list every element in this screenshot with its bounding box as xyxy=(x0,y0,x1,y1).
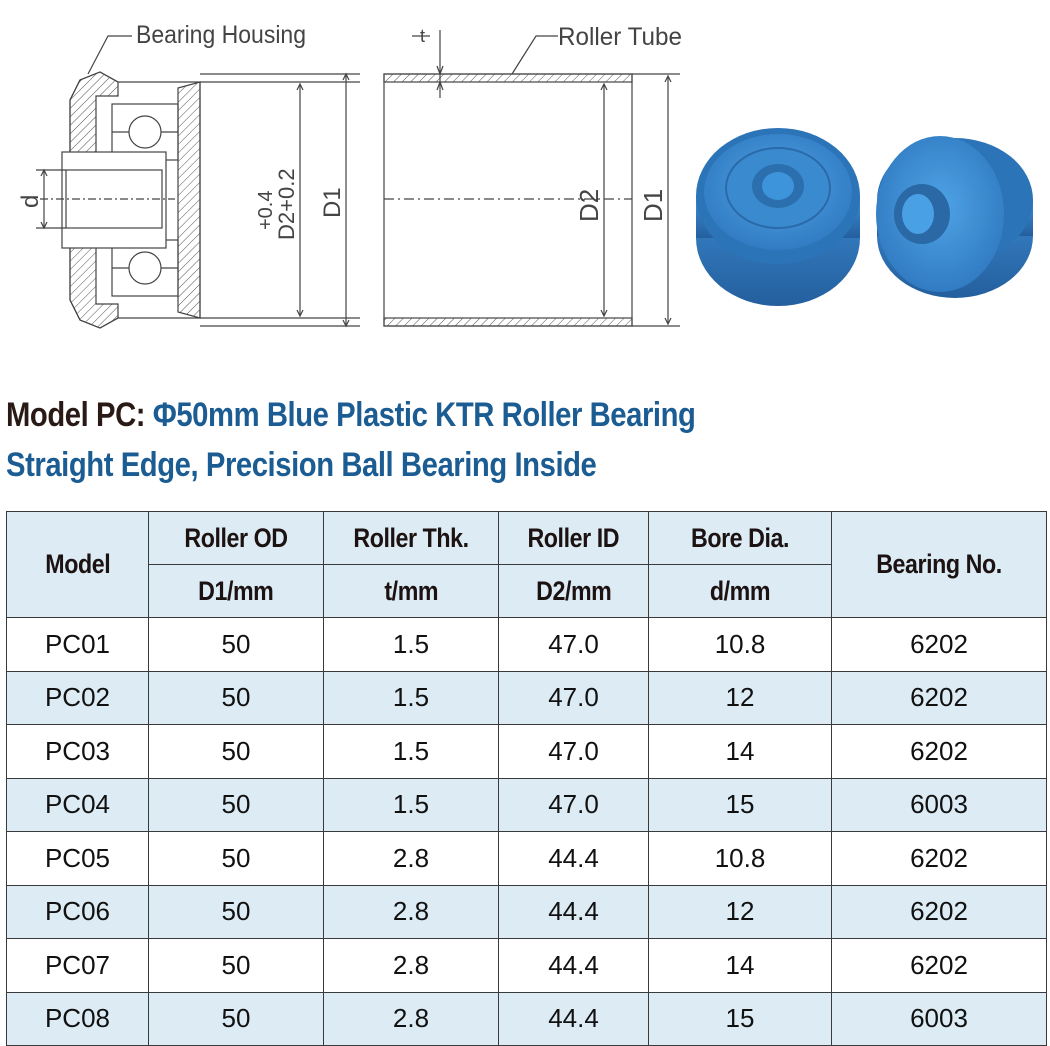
cell-bearing: 6202 xyxy=(832,725,1047,779)
bore-dim-label: d xyxy=(17,194,44,208)
cell-model: PC05 xyxy=(7,832,149,886)
id-dim-label-right: D2 xyxy=(574,188,604,222)
cell-od: 50 xyxy=(149,778,324,832)
cell-od: 50 xyxy=(149,939,324,993)
tube-label: Roller Tube xyxy=(558,23,682,51)
cell-id: 47.0 xyxy=(499,618,649,672)
cell-bore: 15 xyxy=(649,778,832,832)
cell-bore: 15 xyxy=(649,992,832,1046)
table-row xyxy=(7,778,1047,832)
cell-thk: 1.5 xyxy=(324,778,499,832)
spec-table xyxy=(6,511,1047,1046)
table-row xyxy=(7,939,1047,993)
cell-bore: 14 xyxy=(649,939,832,993)
od-dim-label-right: D1 xyxy=(638,188,668,222)
header-bore: Bore Dia. xyxy=(649,512,832,565)
housing-label: Bearing Housing xyxy=(136,21,306,49)
cell-thk: 1.5 xyxy=(324,618,499,672)
cell-od: 50 xyxy=(149,832,324,886)
cell-bearing: 6003 xyxy=(832,778,1047,832)
table-row xyxy=(7,992,1047,1046)
cell-bore: 10.8 xyxy=(649,832,832,886)
table-row xyxy=(7,832,1047,886)
header-roller-thk-unit: t/mm xyxy=(324,565,499,618)
cell-bearing: 6202 xyxy=(832,939,1047,993)
cell-thk: 2.8 xyxy=(324,992,499,1046)
cell-thk: 2.8 xyxy=(324,885,499,939)
cell-od: 50 xyxy=(149,725,324,779)
cell-thk: 1.5 xyxy=(324,725,499,779)
cell-model: PC07 xyxy=(7,939,149,993)
cell-bore: 14 xyxy=(649,725,832,779)
cell-bearing: 6202 xyxy=(832,618,1047,672)
cell-model: PC03 xyxy=(7,725,149,779)
cell-bearing: 6202 xyxy=(832,885,1047,939)
cell-bearing: 6202 xyxy=(832,671,1047,725)
cell-id: 44.4 xyxy=(499,939,649,993)
table-row xyxy=(7,618,1047,672)
header-roller-thk: Roller Thk. xyxy=(324,512,499,565)
cell-bearing: 6202 xyxy=(832,832,1047,886)
roller-photo-back xyxy=(876,136,1033,298)
cell-id: 44.4 xyxy=(499,885,649,939)
cell-bore: 12 xyxy=(649,885,832,939)
model-prefix: Model PC: xyxy=(6,396,146,434)
table-row xyxy=(7,885,1047,939)
header-bore-unit: d/mm xyxy=(649,565,832,618)
roller-photo-front xyxy=(696,128,860,306)
id-dim-label-left: D2+0.2 xyxy=(274,168,299,240)
table-row xyxy=(7,725,1047,779)
product-subtitle: Straight Edge, Precision Ball Bearing Inside xyxy=(6,446,597,484)
header-roller-od: Roller OD xyxy=(149,512,324,565)
header-roller-id: Roller ID xyxy=(499,512,649,565)
housing-section-drawing xyxy=(36,36,360,328)
cell-model: PC04 xyxy=(7,778,149,832)
cell-id: 47.0 xyxy=(499,778,649,832)
cell-model: PC01 xyxy=(7,618,149,672)
cell-id: 44.4 xyxy=(499,832,649,886)
cell-od: 50 xyxy=(149,618,324,672)
header-bearing: Bearing No. xyxy=(832,512,1047,618)
cell-model: PC02 xyxy=(7,671,149,725)
id-tol-label-left: +0.4 xyxy=(255,190,277,230)
cell-thk: 2.8 xyxy=(324,939,499,993)
header-model: Model xyxy=(7,512,149,618)
cell-id: 47.0 xyxy=(499,671,649,725)
od-dim-label-left: D1 xyxy=(319,187,346,218)
roller-tube-drawing xyxy=(384,30,680,326)
header-roller-id-unit: D2/mm xyxy=(499,565,649,618)
header-roller-od-unit: D1/mm xyxy=(149,565,324,618)
product-name: Φ50mm Blue Plastic KTR Roller Bearing xyxy=(152,396,696,434)
table-row xyxy=(7,671,1047,725)
cell-model: PC08 xyxy=(7,992,149,1046)
cell-id: 47.0 xyxy=(499,725,649,779)
thickness-label: t xyxy=(420,26,426,46)
product-title xyxy=(6,396,695,435)
cell-thk: 2.8 xyxy=(324,832,499,886)
technical-drawing xyxy=(0,0,1050,370)
cell-bore: 12 xyxy=(649,671,832,725)
cell-thk: 1.5 xyxy=(324,671,499,725)
cell-od: 50 xyxy=(149,671,324,725)
cell-bore: 10.8 xyxy=(649,618,832,672)
cell-od: 50 xyxy=(149,885,324,939)
cell-model: PC06 xyxy=(7,885,149,939)
cell-id: 44.4 xyxy=(499,992,649,1046)
cell-bearing: 6003 xyxy=(832,992,1047,1046)
cell-od: 50 xyxy=(149,992,324,1046)
